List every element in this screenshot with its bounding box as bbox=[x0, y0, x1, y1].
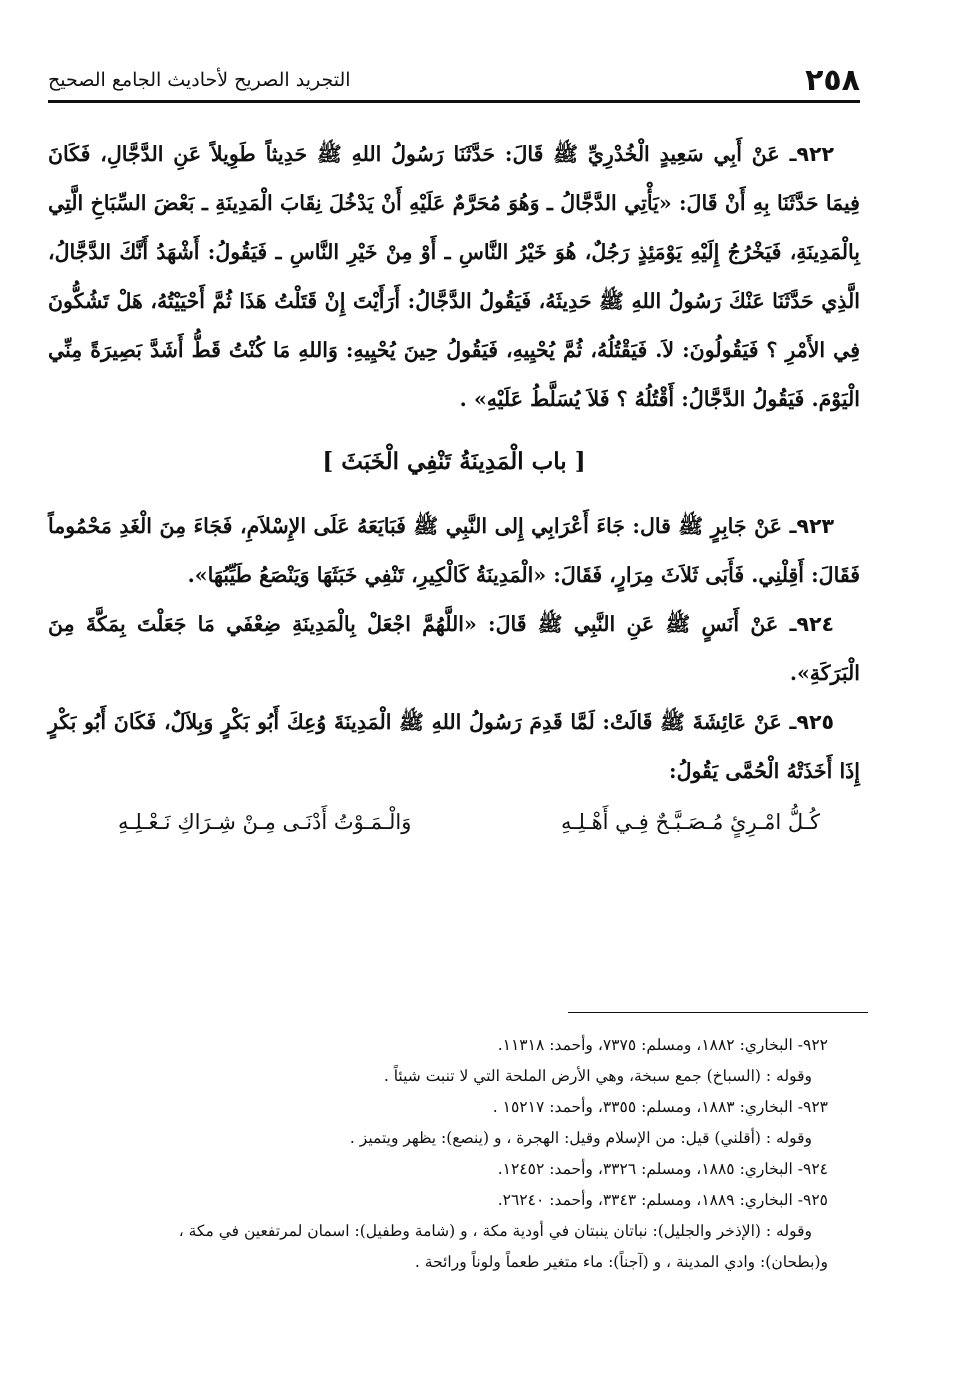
footnote-923-gloss: وقوله : (أقلني) قيل: من الإسلام وقيل: الهجرة ، و (ينصع): يظهر ويتميز . bbox=[349, 1129, 812, 1147]
footnote-925-gloss-cont: و(بطحان): وادي المدينة ، و (آجناً): ماء متغير طعماً ولوناً ورائحة . bbox=[414, 1253, 828, 1271]
footnote-923: ٩٢٣- البخاري: ١٨٨٣، ومسلم: ٣٣٥٥، وأحمد: ١٥٢١٧ . bbox=[492, 1098, 828, 1116]
hadith-number: ٩٢٥ـ bbox=[789, 710, 834, 734]
poem-first-hemistich: كُـلُّ امْـرِئٍ مُـصَـبَّـحٌ فِـي أَهْـلِـهِ bbox=[561, 810, 820, 834]
hadith-number: ٩٢٣ـ bbox=[789, 514, 834, 538]
hadith-text: عَنْ عَائِشَةَ ﷺ قَالَتْ: لَمَّا قَدِمَ رَسُولُ اللهِ ﷺ الْمَدِينَةَ وُعِكَ أَبُو بَكْرٍ وَبِلاَلٌ، فَكَانَ أَبُو بَكْرٍ إِذَا أَخَذَتْهُ الْحُمَّى يَقُولُ: bbox=[48, 710, 860, 783]
hadith-924 bbox=[48, 600, 860, 698]
main-text bbox=[48, 130, 860, 847]
hadith-number: ٩٢٤ـ bbox=[789, 612, 835, 636]
hadith-text: عَنْ جَابِرٍ ﷺ قال: جَاءَ أَعْرَابِي إِلى النَّبِي ﷺ فَبَايَعَهُ عَلَى الإِسْلاَمِ، فَجَاءَ مِنَ الْغَدِ مَحْمُوماً فَقَالَ: أَقِلْنِي. فَأَبَى ثَلاَثَ مِرَارٍ، فَقَالَ: «الْمَدِينَةُ كَالْكِيرِ، تَنْفِي خَبَثَهَا وَيَنْصَعُ طَيِّبُهَا». bbox=[48, 514, 860, 587]
chapter-heading: [ باب الْمَدِينَةُ تَنْفِي الْخَبَثَ ] bbox=[322, 448, 586, 475]
hadith-text: عَنْ أَنَسٍ ﷺ عَنِ النَّبِي ﷺ قَالَ: «اللَّهُمَّ اجْعَلْ بِالْمَدِينَةِ ضِعْفَي مَا جَعَلْتَ بِمَكَّةَ مِنَ الْبَرَكَةِ». bbox=[48, 612, 860, 685]
poem-second-hemistich: وَالْـمَـوْتُ أَدْنَـى مِـنْ شِـرَاكِ نَـعْـلِـهِ bbox=[118, 810, 412, 834]
hadith-923 bbox=[48, 502, 860, 600]
hadith-922 bbox=[48, 130, 860, 424]
footnote-924: ٩٢٤- البخاري: ١٨٨٥، ومسلم: ٣٣٢٦، وأحمد: ١٢٤٥٢. bbox=[497, 1160, 828, 1178]
page-number: ٢٥٨ bbox=[805, 62, 860, 98]
footnote-922: ٩٢٢- البخاري: ١٨٨٢، ومسلم: ٧٣٧٥، وأحمد: ١١٣١٨. bbox=[497, 1036, 828, 1054]
footnote-922-gloss: وقوله : (السباخ) جمع سبخة، وهي الأرض الملحة التي لا تنبت شيئاً . bbox=[383, 1067, 812, 1085]
hadith-text: عَنْ أَبِي سَعِيدٍ الْخُدْرِيِّ ﷺ قَالَ: حَدَّثَنَا رَسُولُ اللهِ ﷺ حَدِيثاً طَوِيلاً عَنِ الدَّجَّالِ، فَكَانَ فِيمَا حَدَّثَنَا بِهِ أَنْ قَالَ: «يَأْتِي الدَّجَّالُ ـ وَهُوَ مُحَرَّمٌ عَلَيْهِ أَنْ يَدْخُلَ نِقَابَ الْمَدِينَةِ ـ بَعْضَ السِّبَاخِ الَّتِي بِالْمَدِينَةِ، فَيَخْرُجُ إِلَيْهِ يَوْمَئِذٍ رَجُلٌ، هُوَ خَيْرُ النَّاسِ ـ أَوْ مِنْ خَيْرِ النَّاسِ ـ فَيَقُولُ: أَشْهَدُ أَنَّكَ الدَّجَّالُ، الَّذِي حَدَّثَنَا عَنْكَ رَسُولُ اللهِ ﷺ حَدِيثَهُ، فَيَقُولُ الدَّجَّالُ: أَرَأَيْتَ إِنْ قَتَلْتُ هَذَا ثُمَّ أَحْيَيْتُهُ، هَلْ تَشُكُّونَ فِي الأَمْرِ ؟ فَيَقُولُونَ: لاَ. فَيَقْتُلُهُ، ثُمَّ يُحْيِيهِ، فَيَقُولُ حِينَ يُحْيِيهِ: وَاللهِ مَا كُنْتُ قَطُّ أَشَدَّ بَصِيرَةً مِنِّي الْيَوْمَ. فَيَقُولُ الدَّجَّالُ: أَقْتُلُهُ ؟ فَلاَ يُسَلَّطُ عَلَيْهِ» . bbox=[48, 142, 860, 411]
header-rule bbox=[48, 100, 860, 103]
running-title: التجريد الصريح لأحاديث الجامع الصحيح bbox=[48, 69, 351, 91]
footnote-925-gloss: وقوله : (الإذخر والجليل): نباتان ينبتان في أودية مكة ، و (شامة وطفيل): اسمان لمرتفعين في مكة ، bbox=[178, 1222, 812, 1240]
hadith-number: ٩٢٢ـ bbox=[789, 142, 835, 166]
footnote-925: ٩٢٥- البخاري: ١٨٨٩، ومسلم: ٣٣٤٣، وأحمد: ٢٦٢٤٠. bbox=[497, 1191, 828, 1209]
poem-verse bbox=[48, 798, 860, 847]
footnote-rule bbox=[568, 1012, 868, 1013]
running-head bbox=[48, 58, 860, 102]
footnotes bbox=[48, 1030, 868, 1278]
hadith-925 bbox=[48, 698, 860, 796]
